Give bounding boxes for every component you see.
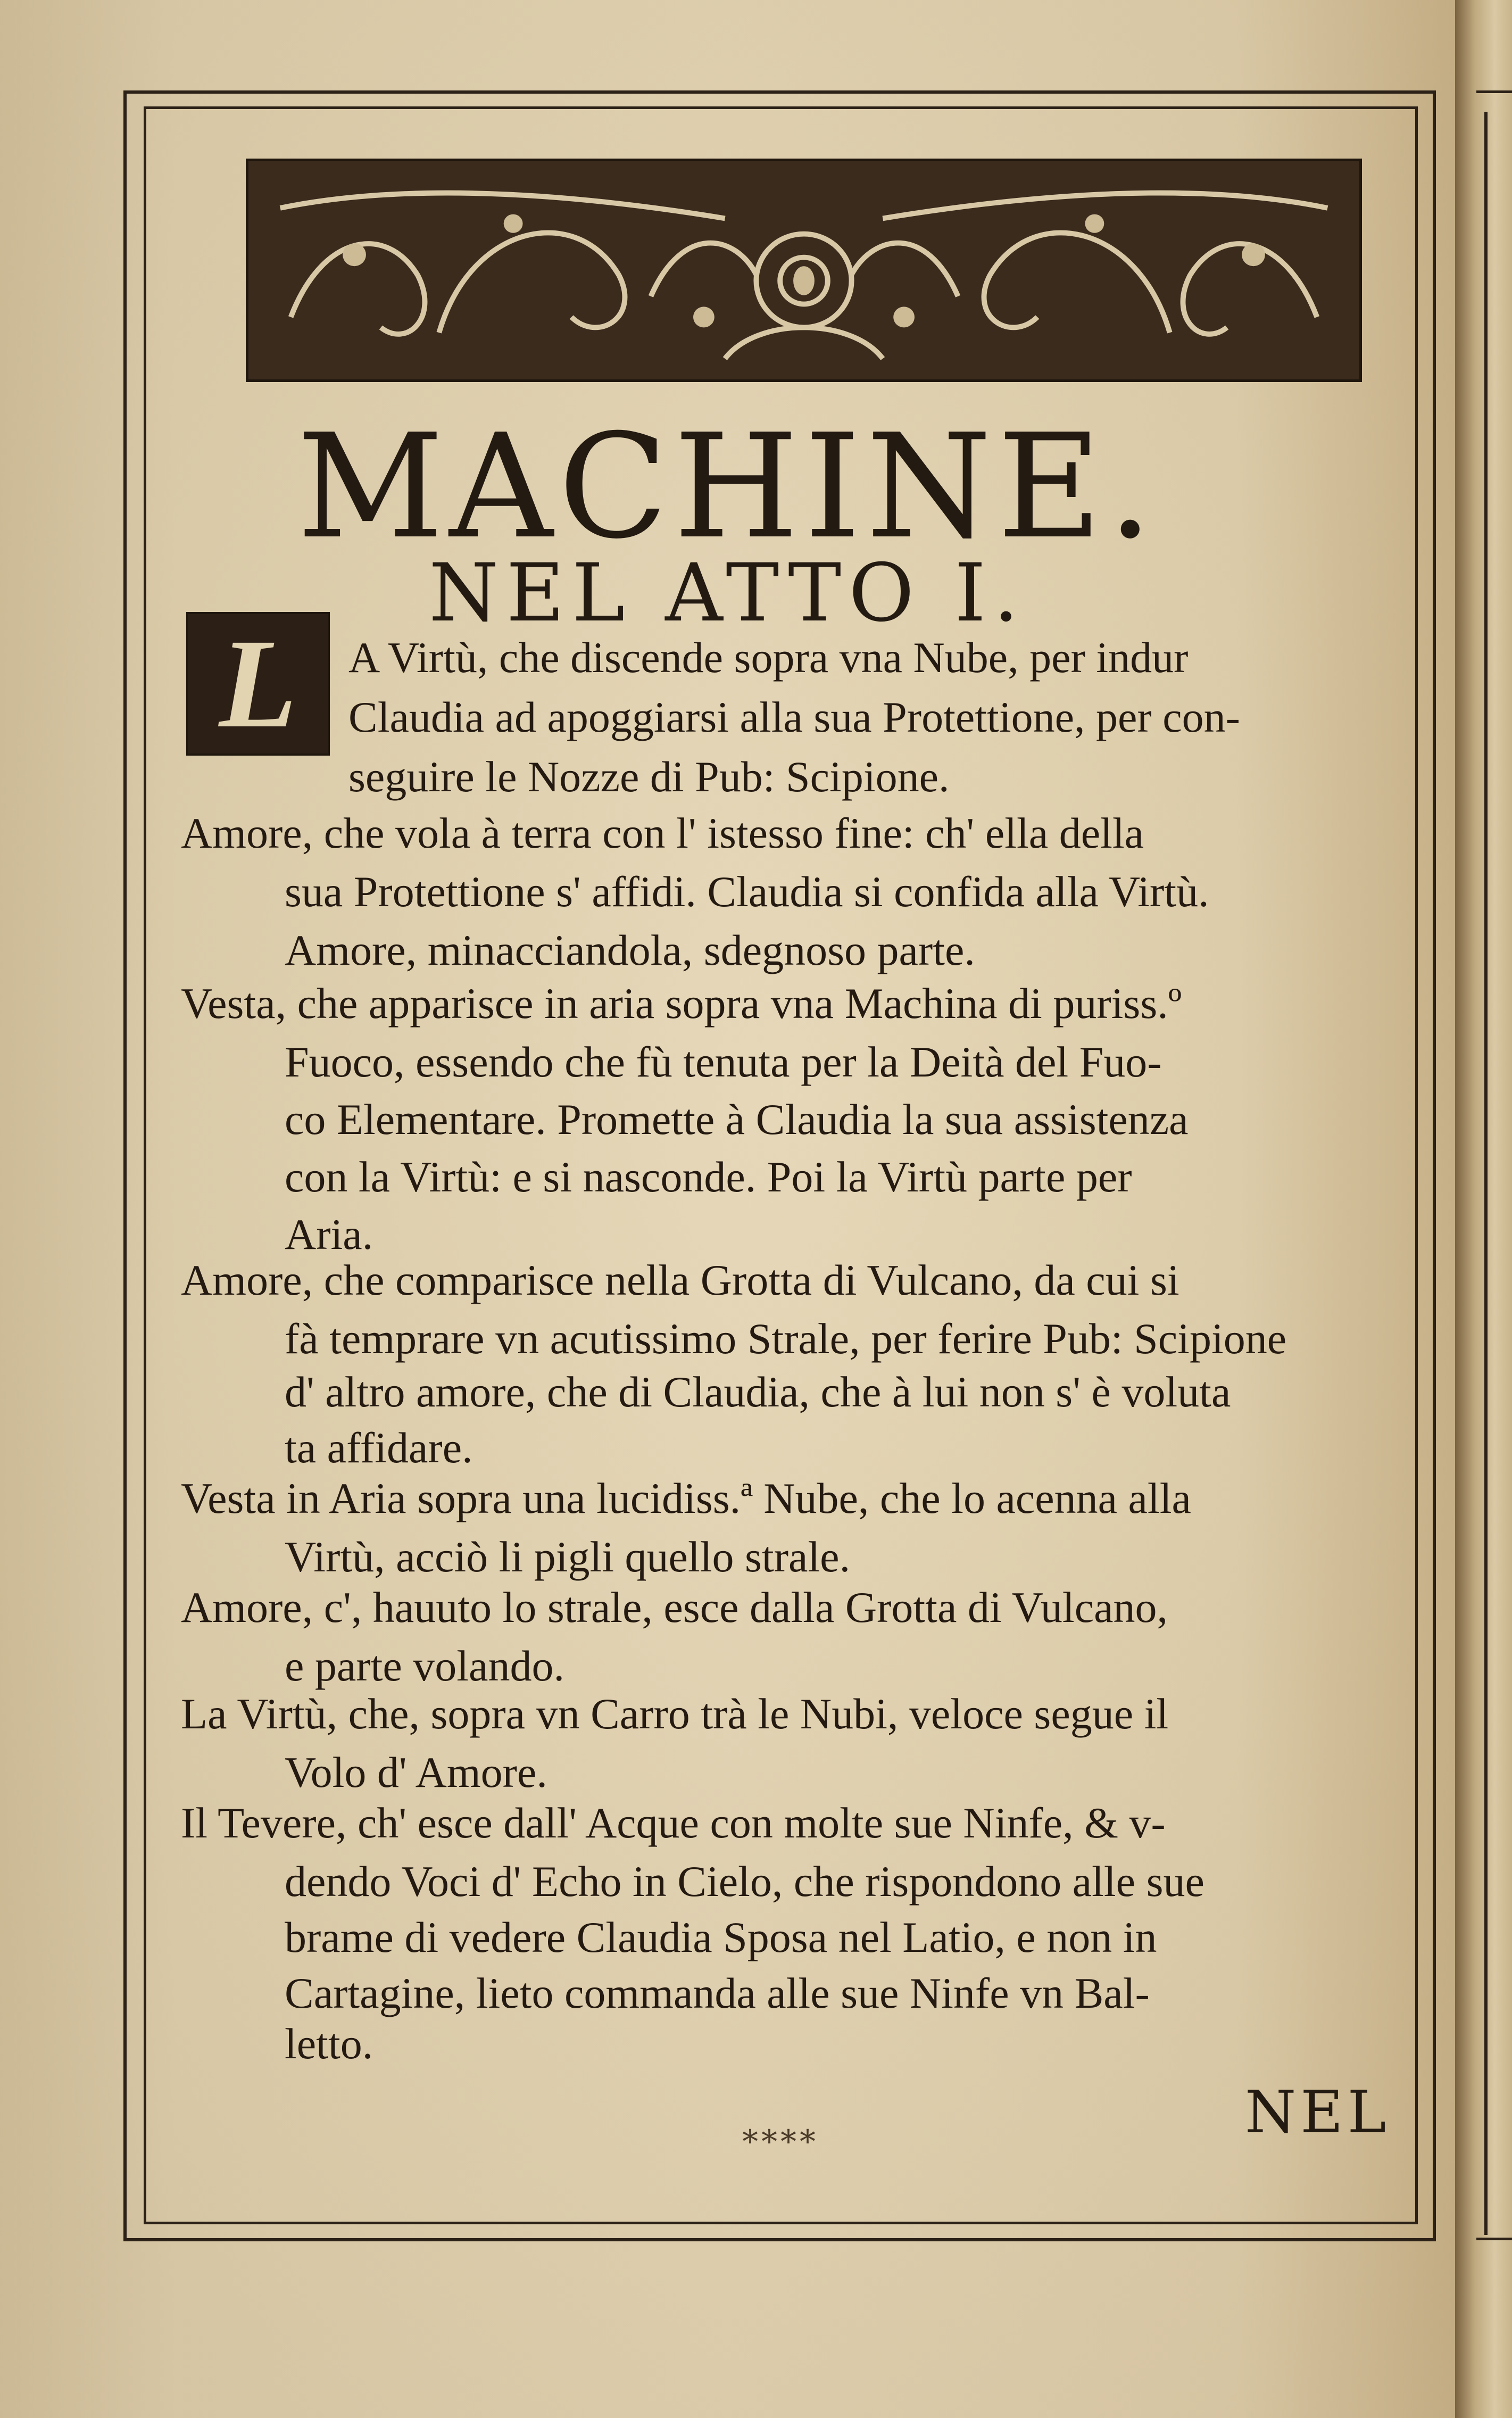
text-line: ta affidare. [285,1423,473,1472]
text-line: Vesta, che apparisce in aria sopra vna Machina di puriss.º [181,979,1182,1028]
adjacent-page-edge [1455,0,1512,2418]
catchword: NEL [1245,2078,1391,2146]
text-line: La Virtù, che, sopra vn Carro trà le Nubi, veloce segue il [181,1690,1169,1738]
text-line: Vesta in Aria sopra una lucidiss.ª Nube, che lo acenna alla [181,1474,1191,1522]
text-line: sua Protettione s' affidi. Claudia si confida alla Virtù. [285,867,1209,916]
text-line: Amore, che vola à terra con l' istesso fine: ch' ella della [181,809,1144,857]
adjacent-border-top [1476,90,1512,93]
decorated-initial [186,612,330,756]
text-line: letto. [285,2019,373,2068]
adjacent-border-line [1484,112,1488,2235]
adjacent-border-bottom [1476,2238,1512,2240]
text-line: Amore, c', hauuto lo strale, esce dalla Grotta di Vulcano, [181,1583,1168,1632]
text-line: Claudia ad apoggiarsi alla sua Protettione, per con- [348,693,1240,741]
text-line: fà temprare vn acutissimo Strale, per ferire Pub: Scipione [285,1314,1287,1363]
text-line: dendo Voci d' Echo in Cielo, che rispondono alle sue [285,1857,1204,1906]
text-line: Il Tevere, ch' esce dall' Acque con molte sue Ninfe, & v- [181,1799,1166,1847]
act-heading: NEL ATTO I. [429,547,1026,640]
text-line: Amore, che comparisce nella Grotta di Vulcano, da cui si [181,1256,1179,1304]
text-line: Virtù, acciò li pigli quello strale. [285,1533,851,1581]
text-line: seguire le Nozze di Pub: Scipione. [348,752,950,801]
ornamental-headpiece-icon [246,159,1362,382]
text-line: Cartagine, lieto commanda alle sue Ninfe vn Bal- [285,1969,1150,2017]
text-line: Amore, minacciandola, sdegnoso parte. [285,926,975,974]
text-line: brame di vedere Claudia Sposa nel Latio, e non in [285,1913,1157,1961]
text-line: Aria. [285,1210,373,1258]
text-line: Volo d' Amore. [285,1748,547,1796]
text-line: co Elementare. Promette à Claudia la sua assistenza [285,1095,1189,1144]
page-title: MACHINE. [296,403,1159,570]
text-line: e parte volando. [285,1642,564,1690]
text-line: Fuoco, essendo che fù tenuta per la Deità del Fuo- [285,1038,1162,1086]
text-line: d' altro amore, che di Claudia, che à lui non s' è voluta [285,1368,1231,1416]
text-line: con la Virtù: e si nasconde. Poi la Virtù parte per [285,1153,1132,1201]
initial-letter: L [219,612,297,754]
text-line: A Virtù, che discende sopra vna Nube, per indur [348,633,1189,682]
signature-mark: **** [742,2123,819,2160]
